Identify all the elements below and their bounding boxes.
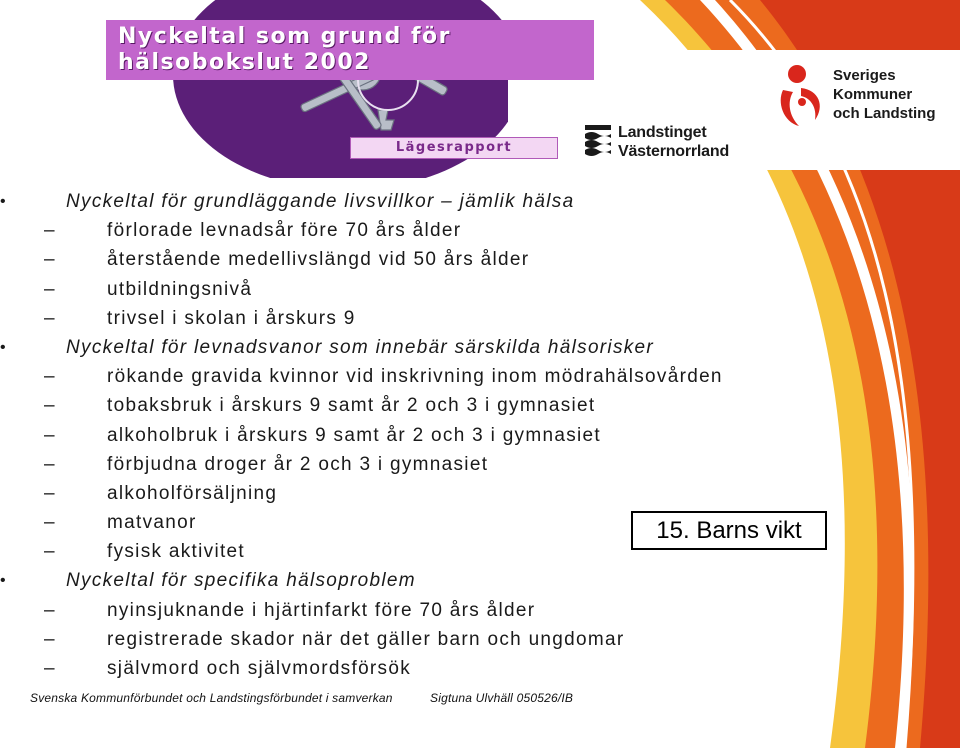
list-heading [0, 566, 830, 595]
dash-marker: – [44, 395, 56, 417]
key-figures-list [0, 187, 830, 683]
list-item [0, 596, 830, 625]
bullet-marker: • [0, 338, 7, 356]
list-item [0, 245, 830, 274]
list-item [0, 216, 830, 245]
dash-marker: – [44, 512, 56, 534]
list-item-text: Nyckeltal för grundläggande livsvillkor – jämlik hälsa [66, 191, 575, 212]
list-item-text: återstående medellivslängd vid 50 års ålder [107, 249, 530, 271]
landsting-line1: Landstinget [618, 124, 707, 141]
list-item [0, 391, 830, 420]
list-item-text: fysisk aktivitet [107, 541, 245, 563]
waves-flag-icon [585, 125, 611, 159]
list-heading [0, 187, 830, 216]
dash-marker: – [44, 658, 56, 679]
list-item-text: registrerade skador när det gäller barn och ungdomar [107, 628, 625, 650]
dash-marker: – [44, 366, 56, 388]
lagesrapport-badge: Lägesrapport [350, 137, 558, 159]
dash-marker: – [44, 220, 56, 242]
list-item-text: nyinsjuknande i hjärtinfarkt före 70 års ålder [107, 599, 536, 621]
list-item [0, 654, 830, 683]
banner-title [106, 20, 594, 80]
list-item-text: Nyckeltal för specifika hälsoproblem [66, 570, 416, 592]
dash-marker: – [44, 249, 56, 271]
dash-marker: – [44, 278, 56, 300]
banner-title-line1: Nyckeltal som grund för [118, 24, 452, 49]
landsting-line2: Västernorrland [618, 143, 730, 160]
dash-marker: – [44, 482, 56, 504]
list-item-text: trivsel i skolan i årskurs 9 [107, 307, 356, 329]
list-item [0, 625, 830, 654]
list-item [0, 450, 830, 479]
skl-figure-icon [775, 62, 827, 128]
skl-name [833, 66, 936, 123]
dash-marker: – [44, 541, 56, 563]
landsting-name [618, 123, 729, 161]
list-item-text: självmord och självmordsförsök [107, 658, 412, 679]
list-item-text: alkoholförsäljning [107, 482, 278, 504]
list-item [0, 362, 830, 391]
dash-marker: – [44, 628, 56, 650]
dash-marker: – [44, 424, 56, 446]
skl-line1: Sveriges [833, 67, 896, 84]
footer-organization: Svenska Kommunförbundet och Landstingsförbundet i samverkan [30, 691, 393, 705]
list-item [0, 479, 830, 508]
list-heading [0, 333, 830, 362]
dash-marker: – [44, 307, 56, 329]
bullet-marker: • [0, 572, 7, 590]
list-item-text: förlorade levnadsår före 70 års ålder [107, 220, 462, 242]
callout-box: 15. Barns vikt [631, 511, 827, 550]
list-item [0, 421, 830, 450]
list-item-text: alkoholbruk i årskurs 9 samt år 2 och 3 i gymnasiet [107, 424, 601, 446]
dash-marker: – [44, 453, 56, 475]
banner-title-line2: hälsobokslut 2002 [118, 50, 371, 75]
list-item-text: Nyckeltal för levnadsvanor som innebär särskilda hälsorisker [66, 336, 655, 358]
list-item [0, 275, 830, 304]
list-item-text: rökande gravida kvinnor vid inskrivning inom mödrahälsovården [107, 366, 723, 388]
list-item-text: tobaksbruk i årskurs 9 samt år 2 och 3 i gymnasiet [107, 395, 596, 417]
dash-marker: – [44, 599, 56, 621]
skl-line3: och Landsting [833, 105, 936, 122]
list-item-text: förbjudna droger år 2 och 3 i gymnasiet [107, 453, 489, 475]
banner-graphic [38, 0, 558, 178]
list-item-text: matvanor [107, 512, 197, 534]
list-item [0, 304, 830, 333]
skl-line2: Kommuner [833, 86, 913, 103]
footer-date: Sigtuna Ulvhäll 050526/IB [430, 691, 574, 705]
bullet-marker: • [0, 193, 7, 210]
list-item-text: utbildningsnivå [107, 278, 253, 300]
